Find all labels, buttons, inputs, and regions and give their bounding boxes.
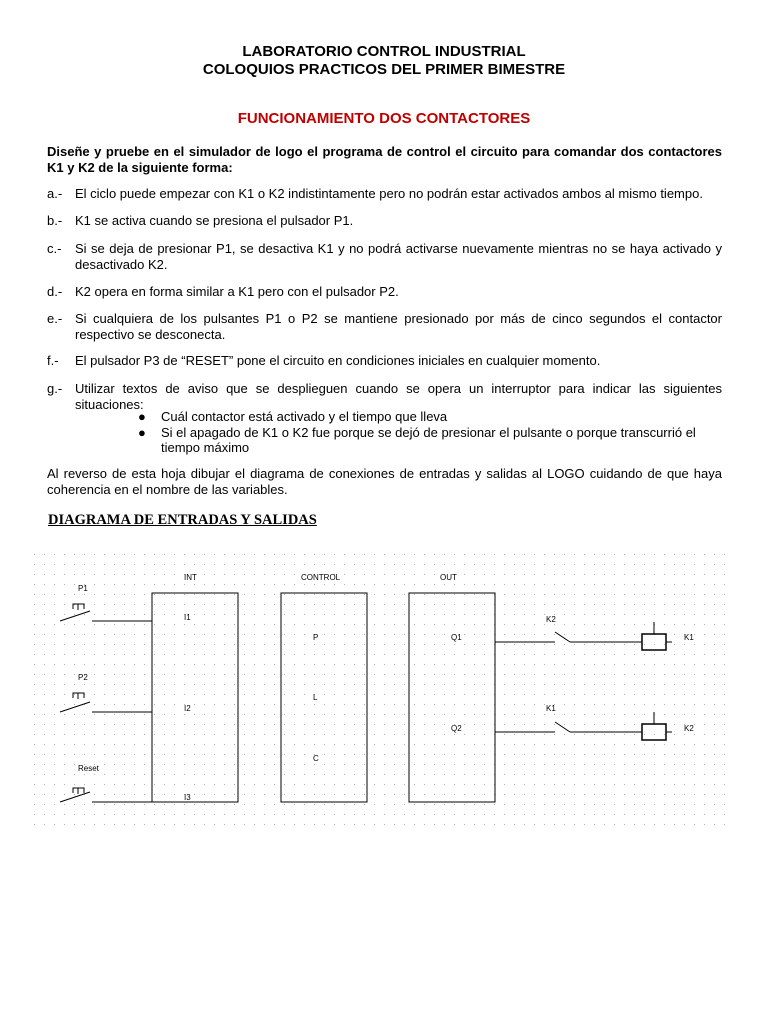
contact-label: K1 xyxy=(546,704,556,713)
list-item-text: El ciclo puede empezar con K1 o K2 indistintamente pero no podrán estar activados ambos al mismo tiempo. xyxy=(75,186,703,201)
io-diagram xyxy=(0,540,768,840)
list-item-text: Si se deja de presionar P1, se desactiva K1 y no podrá activarse nuevamente mientras no se haya activado y desactivado K2. xyxy=(75,241,722,272)
document-title: LABORATORIO CONTROL INDUSTRIAL xyxy=(242,43,526,60)
list-item-text: El pulsador P3 de “RESET” pone el circuito en condiciones iniciales en cualquier momento. xyxy=(75,353,601,368)
list-item xyxy=(47,241,722,273)
list-item-letter: f.- xyxy=(47,353,59,368)
bullet-item xyxy=(138,425,728,455)
list-item xyxy=(47,186,722,202)
list-item-letter: d.- xyxy=(47,284,63,299)
list-item-text: K2 opera en forma similar a K1 pero con el pulsador P2. xyxy=(75,284,399,299)
contact-label: K2 xyxy=(546,615,556,624)
control-label: P xyxy=(313,633,319,642)
list-item-letter: a.- xyxy=(47,186,63,201)
control-label: C xyxy=(313,754,319,763)
block-label-control: CONTROL xyxy=(301,573,341,582)
document-subtitle: COLOQUIOS PRACTICOS DEL PRIMER BIMESTRE xyxy=(202,61,566,78)
control-label: L xyxy=(313,693,318,702)
list-item xyxy=(47,284,722,300)
input-terminal: I1 xyxy=(184,613,191,622)
coil-label: K1 xyxy=(684,633,694,642)
list-item xyxy=(47,311,722,343)
list-item-text: Utilizar textos de aviso que se desplieguen cuando se opera un interruptor para indicar las siguientes situaciones: xyxy=(75,381,722,412)
intro-paragraph: Diseñe y pruebe en el simulador de logo el programa de control el circuito para comandar dos contactores K1 y K2 de la siguiente forma: xyxy=(47,144,722,175)
list-item xyxy=(47,353,722,369)
input-terminal: I2 xyxy=(184,704,191,713)
button-label: P2 xyxy=(78,673,88,682)
input-terminal: I3 xyxy=(184,793,191,802)
block-label-int: INT xyxy=(184,573,197,582)
list-item-letter: e.- xyxy=(47,311,63,326)
list-item-letter: c.- xyxy=(47,241,62,256)
bullet-text: Si el apagado de K1 o K2 fue porque se dejó de presionar el pulsante o porque transcurrió el tiempo máximo xyxy=(161,425,696,455)
bullet-text: Cuál contactor está activado y el tiempo que lleva xyxy=(161,409,448,424)
section-title: FUNCIONAMIENTO DOS CONTACTORES xyxy=(237,110,531,127)
list-item xyxy=(47,213,722,229)
button-label: P1 xyxy=(78,584,88,593)
bullet-symbol: ● xyxy=(138,409,146,424)
closing-paragraph: Al reverso de esta hoja dibujar el diagrama de conexiones de entradas y salidas al LOGO cuidando de que haya coherencia en el nombre de las variables. xyxy=(47,466,722,497)
diagram-heading: DIAGRAMA DE ENTRADAS Y SALIDAS xyxy=(48,512,317,528)
list-item-letter: b.- xyxy=(47,213,63,228)
list-item-letter: g.- xyxy=(47,381,63,396)
bullet-symbol: ● xyxy=(138,425,146,440)
output-terminal: Q2 xyxy=(451,724,462,733)
dot-grid xyxy=(34,548,734,833)
block-label-out: OUT xyxy=(440,573,457,582)
bullet-item xyxy=(138,409,728,424)
coil-label: K2 xyxy=(684,724,694,733)
list-item-text: K1 se activa cuando se presiona el pulsador P1. xyxy=(75,213,354,228)
button-label: Reset xyxy=(78,764,99,773)
output-terminal: Q1 xyxy=(451,633,462,642)
list-item-text: Si cualquiera de los pulsantes P1 o P2 se mantiene presionado por más de cinco segundos el contactor respectivo se desconecta. xyxy=(75,311,722,342)
